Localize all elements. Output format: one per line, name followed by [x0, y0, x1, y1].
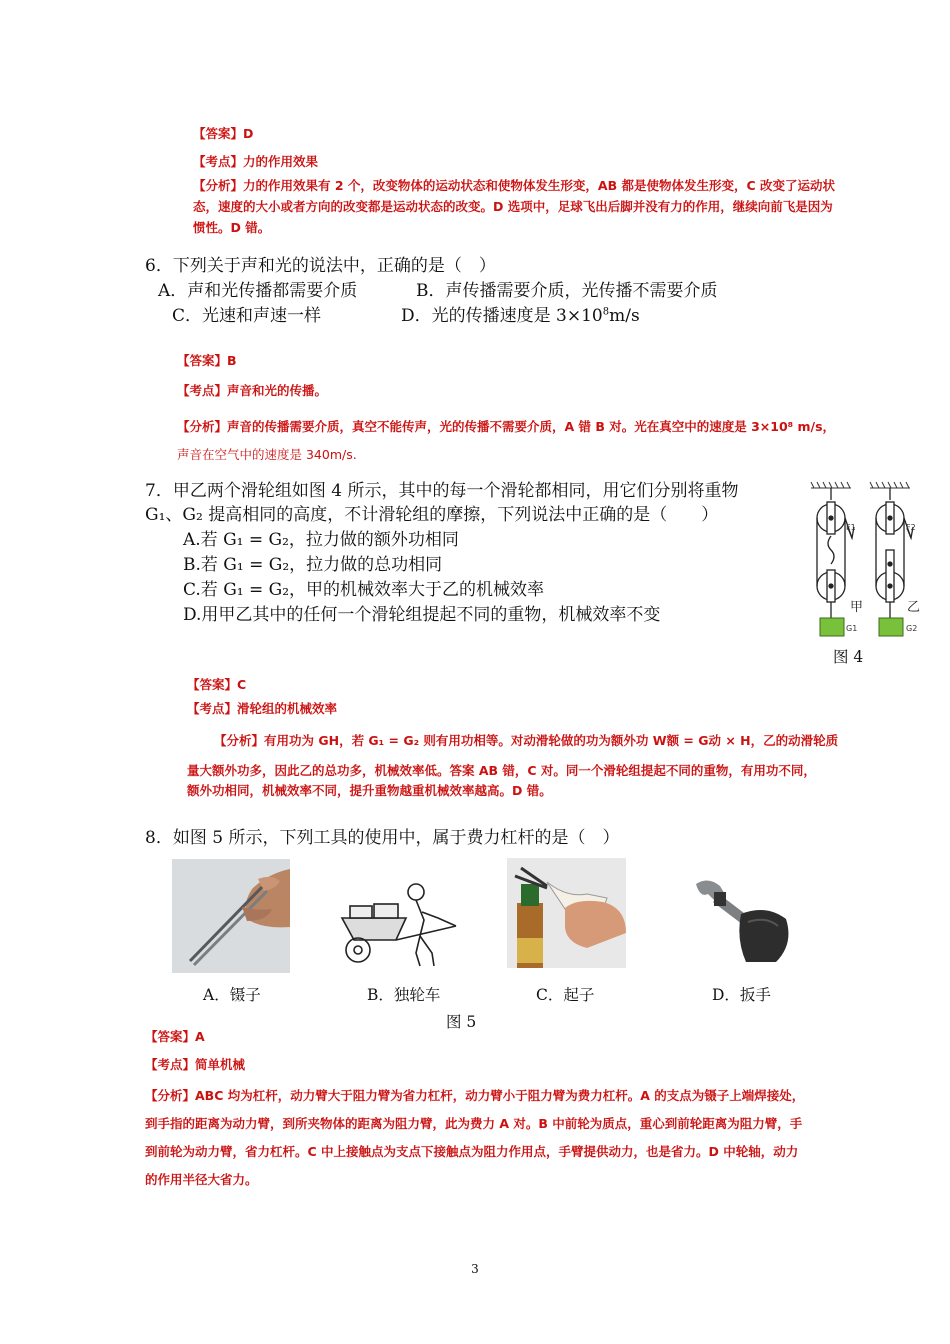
analysis-text: 【分析】声音的传播需要介质，真空不能传声，光的传播不需要介质，A 错 B 对。光在真空中的速度是 3×10⁸ m/s，: [177, 419, 836, 434]
analysis-text: 【分析】有用功为 GH，若 G₁ = G₂ 则有用功相等。对动滑轮做的功为额外功 W额 = G动 × H，乙的动滑轮质: [214, 733, 839, 748]
wrench-image: [686, 874, 794, 964]
answer-label: 【答案】B: [177, 353, 237, 368]
question-7-option-c: C.若 G₁ = G₂，甲的机械效率大于乙的机械效率: [183, 580, 545, 600]
knowledge-point-label: 【考点】滑轮组的机械效率: [187, 701, 338, 716]
pulley-system-jia: [817, 488, 854, 618]
page-number: 3: [471, 1262, 479, 1276]
question-6-stem: 6．下列关于声和光的说法中，正确的是（ ）: [145, 256, 496, 276]
option-d-caption: D．扳手: [712, 986, 771, 1004]
weight-g1: [820, 618, 844, 636]
weight-g2: [879, 618, 903, 636]
tweezers-image: [172, 859, 290, 973]
answer-label: 【答案】D: [193, 126, 254, 141]
bottle-opener-image: [507, 858, 626, 968]
question-7-stem: 7．甲乙两个滑轮组如图 4 所示，其中的每一个滑轮都相同，用它们分别将重物: [145, 481, 739, 501]
ceiling-mount: [811, 482, 910, 488]
analysis-text: 量大额外功多，因此乙的总功多，机械效率低。答案 AB 错，C 对。同一个滑轮组提起不同的重物，有用功不同，: [187, 763, 816, 778]
question-7-stem: G₁、G₂ 提高相同的高度，不计滑轮组的摩擦，下列说法中正确的是（ ）: [145, 505, 719, 525]
label-yi: 乙: [907, 600, 921, 615]
g1-label: G1: [846, 624, 858, 633]
knowledge-point-label: 【考点】声音和光的传播。: [177, 383, 328, 398]
pulley-figure: [806, 478, 926, 643]
question-6-option-c: C．光速和声速一样: [172, 306, 322, 326]
f2-label: F2: [906, 523, 916, 532]
pulley-system-yi: [876, 488, 913, 618]
analysis-text: 额外功相同，机械效率不同，提升重物越重机械效率越高。D 错。: [187, 783, 552, 798]
figure-5-caption: 图 5: [446, 1013, 477, 1031]
question-7-option-a: A.若 G₁ = G₂，拉力做的额外功相同: [183, 530, 459, 550]
question-8-stem: 8．如图 5 所示，下列工具的使用中，属于费力杠杆的是（ ）: [145, 828, 620, 848]
knowledge-point-label: 【考点】力的作用效果: [193, 154, 319, 169]
question-7-option-d: D.用甲乙其中的任何一个滑轮组提起不同的重物，机械效率不变: [183, 605, 661, 625]
answer-label: 【答案】A: [145, 1029, 205, 1044]
question-6-option-b: B．声传播需要介质，光传播不需要介质: [416, 281, 718, 301]
knowledge-point-label: 【考点】简单机械: [145, 1057, 246, 1072]
question-7-option-b: B.若 G₁ = G₂，拉力做的总功相同: [183, 555, 443, 575]
figure-4-caption: 图 4: [833, 648, 864, 666]
analysis-text: 【分析】力的作用效果有 2 个，改变物体的运动状态和使物体发生形变，AB 都是使物体发生形变，C 改变了运动状态，速度的大小或者方向的改变都是运动状态的改变。D 选项中，足球飞出后脚并没有力的作用，继续向前飞是因为惯性。D 错。: [193, 178, 835, 235]
question-6-option-d: D．光的传播速度是 $3\times 10^8m/s$: [401, 306, 640, 326]
option-b-caption: B．独轮车: [367, 986, 441, 1004]
f1-label: F1: [846, 523, 856, 532]
g2-label: G2: [906, 624, 918, 633]
wheelbarrow-image: [336, 878, 466, 970]
analysis-text: 【分析】ABC 均为杠杆，动力臂大于阻力臂为省力杠杆，动力臂小于阻力臂为费力杠杆。A 的支点为镊子上端焊接处，到手指的距离为动力臂，到所夹物体的距离为阻力臂，此为费力 A 对。B 中前轮为质点，重心到前轮距离为阻力臂，手到前轮为动力臂，省力杠杆。C 中上接触点为支点下接触点为阻力作用点，手臂提供动力，也是省力。D 中轮轴，动力的作用半径大省力。: [145, 1088, 805, 1187]
answer-label: 【答案】C: [187, 677, 247, 692]
option-c-caption: C．起子: [536, 986, 595, 1004]
option-a-caption: A．镊子: [203, 986, 261, 1004]
label-jia: 甲: [850, 600, 864, 615]
question-6-option-a: A．声和光传播都需要介质: [158, 281, 358, 301]
analysis-text: 声音在空气中的速度是 340m/s.: [177, 447, 357, 462]
